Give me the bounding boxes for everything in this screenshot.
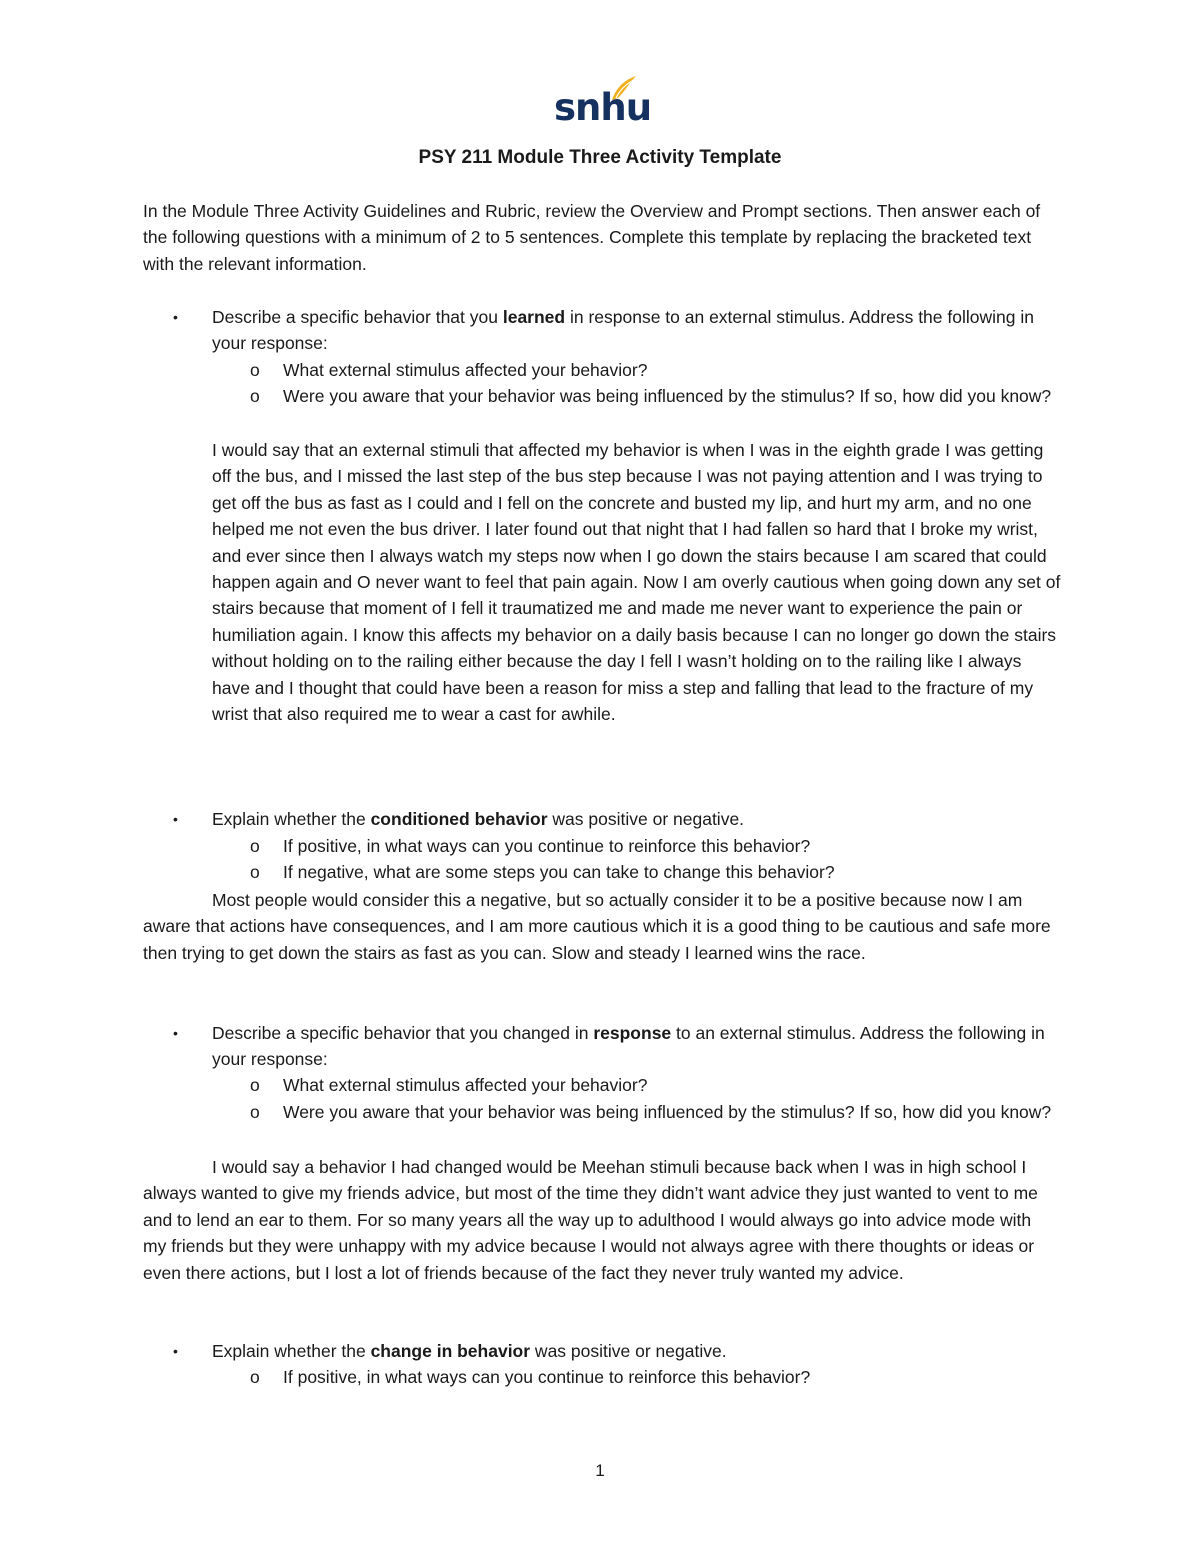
sub-bullet-icon: o bbox=[250, 1367, 260, 1387]
document-page: snhu PSY 211 Module Three Activity Template In the Module Three Activity Guidelines and Rubric, review the Overview and Prompt sections. Then answer each of the following questions with a minimum of 2 to 5 sentences. Complete this template by replacing the bracketed text with the relevant information. • Describe a specific behavior that you learned in response to an external stimulus. Address the following in your response: o What external stimulus affected your behavior? o Were you aware that your behavior was being influenced by the stimulus? If so, how did you know? I would say that an external stimuli that affected my behavior is when I was in the eighth grade I was getting off the bus, and I missed the last step of the bus step because I was not paying attention and I was trying to get off the bus as fast as I could and I fell on the concrete and busted my lip, and hurt my arm, and no one helped me not even the bus driver. I later found out that night that I had fallen so hard that I broke my wrist, and ever since then I always watch my steps now when I go down the stairs because I am scared that could happen again and O never want to feel that pain again. Now I am overly cautious when going down any set of stairs because that moment of I fell it traumatized me and made me never want to experience the pain or humiliation again. I know this affects my behavior on a daily basis because I can no longer go down the stairs without holding on to the railing either because the day I fell I wasn’t holding on to the railing like I always have and I thought that could have been a reason for miss a step and falling that lead to the fracture of my wrist that also required me to wear a cast for awhile. • Explain whether the conditioned behavior was positive or negative. o If positive, in what ways can you continue to reinforce this behavior? o If negative, what are some steps you can take to change this behavior? Most people would consider this a negative, but so actually consider it to be a positive because now I am aware that actions have consequences, and I am more cautious which it is a good thing to be cautious and safe more then trying to get down the stairs as fast as you can. Slow and steady I learned wins the race. • Describe a specific behavior that you changed in response to an external stimulus. Address the following in your response: o What external stimulus affected your behavior? o Were you aware that your behavior was being influenced by the stimulus? If so, how did you know? I would say a behavior I had changed would be Meehan stimuli because back when I was in high school I always wanted to give my friends advice, but most of the time they didn’t want advice they just wanted to vent to me and to lend an ear to them. For so many years all the way up to adulthood I would always go into advice mode with my friends but they were unhappy with my advice because I would not always agree with there thoughts or ideas or even there actions, but I lost a lot of friends because of the fact they never truly wanted my advice. • Explain whether the change in behavior was positive or negative. o If positive, in what ways can you continue to reinforce this behavior? 1 bbox=[0, 0, 1200, 1553]
document-title: PSY 211 Module Three Activity Template bbox=[418, 147, 782, 168]
sub-bullet-icon: o bbox=[250, 862, 260, 882]
question-3-text: Describe a specific behavior that you changed in response to an external stimulus. Address the following in your response: bbox=[212, 1023, 1045, 1070]
question-4-text: Explain whether the change in behavior was positive or negative. bbox=[212, 1341, 727, 1361]
question-2-text: Explain whether the conditioned behavior was positive or negative. bbox=[212, 809, 745, 829]
sub-bullet-icon: o bbox=[250, 1102, 260, 1122]
answer-1: I would say that an external stimuli that affected my behavior is when I was in the eighth grade I was getting off the bus, and I missed the last step of the bus step because I was not paying attention and I was trying to get off the bus as fast as I could and I fell on the concrete and busted my lip, and hurt my arm, and no one helped me not even the bus driver. I later found out that night that I had fallen so hard that I broke my wrist, and ever since then I always watch my steps now when I go down the stairs because I am scared that could happen again and O never want to feel that pain again. Now I am overly cautious when going down any set of stairs because that moment of I fell it traumatized me and made me never want to experience the pain or humiliation again. I know this affects my behavior on a daily basis because I can no longer go down the stairs without holding on to the railing either because the day I fell I wasn’t holding on to the railing like I always have and I thought that could have been a reason for miss a step and falling that lead to the fracture of my wrist that also required me to wear a cast for awhile. bbox=[212, 440, 1061, 725]
snhu-logo bbox=[554, 74, 652, 132]
bullet-icon: • bbox=[173, 811, 178, 827]
bullet-icon: • bbox=[173, 309, 178, 325]
page-number: 1 bbox=[595, 1461, 605, 1480]
answer-2: Most people would consider this a negative, but so actually consider it to be a positive because now I am aware that actions have consequences, and I am more cautious which it is a good thing to be cautious and safe more then trying to get down the stairs as fast as you can. Slow and steady I learned wins the race. bbox=[143, 890, 1051, 963]
sub-bullet-icon: o bbox=[250, 836, 260, 856]
intro-paragraph: In the Module Three Activity Guidelines and Rubric, review the Overview and Prompt sections. Then answer each of the following questions with a minimum of 2 to 5 sentences. Complete this template by replacing the bracketed text with the relevant information. bbox=[143, 201, 1041, 274]
sub-bullet-icon: o bbox=[250, 360, 260, 380]
bullet-icon: • bbox=[173, 1343, 178, 1359]
question-1-text: Describe a specific behavior that you learned in response to an external stimulus. Address the following in your response: bbox=[212, 307, 1034, 354]
logo-wordmark: snhu bbox=[554, 86, 652, 129]
sub-bullet-icon: o bbox=[250, 386, 260, 406]
sub-bullet-icon: o bbox=[250, 1075, 260, 1095]
answer-3: I would say a behavior I had changed would be Meehan stimuli because back when I was in high school I always wanted to give my friends advice, but most of the time they didn’t want advice they just wanted to vent to me and to lend an ear to them. For so many years all the way up to adulthood I would always go into advice mode with my friends but they were unhappy with my advice because I would not always agree with there thoughts or ideas or even there actions, but I lost a lot of friends because of the fact they never truly wanted my advice. bbox=[143, 1157, 1038, 1283]
bullet-icon: • bbox=[173, 1025, 178, 1041]
